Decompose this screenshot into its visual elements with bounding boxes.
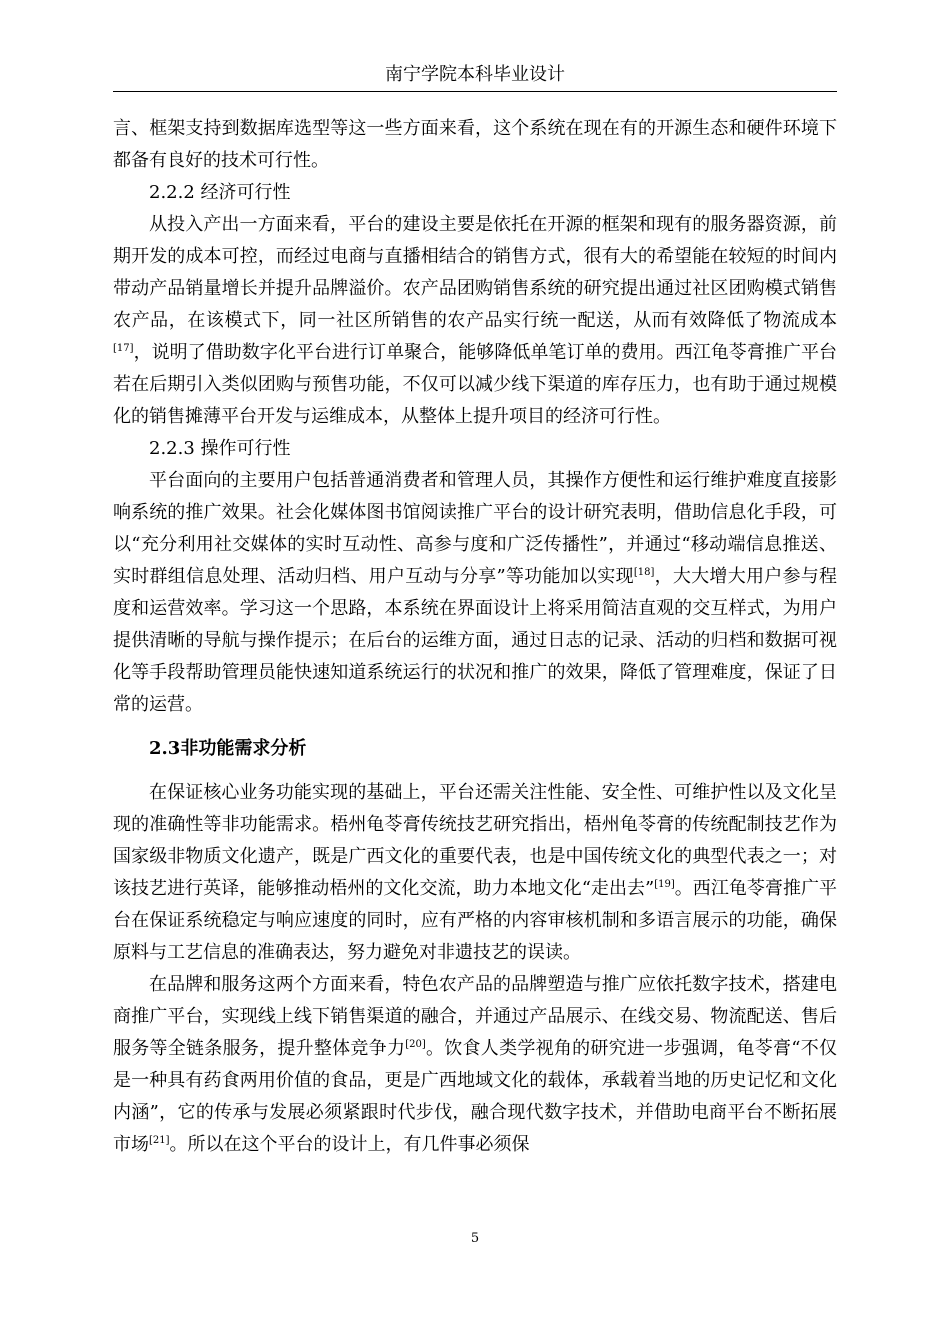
page-body	[113, 113, 837, 1161]
subsection-heading-2-2-2: 2.2.2 经济可行性	[149, 182, 291, 203]
section-heading-2-3: 2.3非功能需求分析	[149, 738, 307, 759]
paragraph-nonfunctional-requirements: 在保证核心业务功能实现的基础上，平台还需关注性能、安全性、可维护性以及文化呈现的准确性等非功能需求。梧州龟苓膏传统技艺研究指出，梧州龟苓膏的传统配制技艺作为国家级非物质文化遗产，既是广西文化的重要代表，也是中国传统文化的典型代表之一；对该技艺进行英译，能够推动梧州的文化交流，助力本地文化“走出去”[19]。西江龟苓膏推广平台在保证系统稳定与响应速度的同时，应有严格的内容审核机制和多语言展示的功能，确保原料与工艺信息的准确表达，努力避免对非遗技艺的误读。	[113, 782, 837, 963]
page-header: 南宁学院本科毕业设计	[385, 64, 565, 85]
paragraph-continued: 言、框架支持到数据库选型等这一些方面来看，这个系统在现在有的开源生态和硬件环境下都备有良好的技术可行性。	[113, 118, 837, 171]
paragraph-operational-feasibility: 平台面向的主要用户包括普通消费者和管理人员，其操作方便性和运行维护难度直接影响系统的推广效果。社会化媒体图书馆阅读推广平台的设计研究表明，借助信息化手段，可以“充分利用社交媒体的实时互动性、高参与度和广泛传播性”，并通过“移动端信息推送、实时群组信息处理、活动归档、用户互动与分享”等功能加以实现[18]，大大增大用户参与程度和运营效率。学习这一个思路，本系统在界面设计上将采用简洁直观的交互样式，为用户提供清晰的导航与操作提示；在后台的运维方面，通过日志的记录、活动的归档和数据可视化等手段帮助管理员能快速知道系统运行的状况和推广的效果，降低了管理难度，保证了日常的运营。	[113, 470, 838, 715]
subsection-heading-2-2-3: 2.2.3 操作可行性	[149, 438, 291, 459]
citation-17: [17]	[113, 343, 134, 354]
citation-20: [20]	[405, 1039, 426, 1050]
citation-19: [19]	[654, 879, 675, 890]
page-number: 5	[470, 1231, 480, 1246]
header-rule	[113, 91, 837, 92]
citation-18: [18]	[633, 567, 655, 578]
paragraph-economic-feasibility: 从投入产出一方面来看，平台的建设主要是依托在开源的框架和现有的服务器资源，前期开发的成本可控，而经过电商与直播相结合的销售方式，很有大的希望能在较短的时间内带动产品销量增长并提升品牌溢价。农产品团购销售系统的研究提出通过社区团购模式销售农产品，在该模式下，同一社区所销售的农产品实行统一配送，从而有效降低了物流成本[17]，说明了借助数字化平台进行订单聚合，能够降低单笔订单的费用。西江龟苓膏推广平台若在后期引入类似团购与预售功能，不仅可以减少线下渠道的库存压力，也有助于通过规模化的销售摊薄平台开发与运维成本，从整体上提升项目的经济可行性。	[113, 214, 837, 427]
paragraph-brand-service: 在品牌和服务这两个方面来看，特色农产品的品牌塑造与推广应依托数字技术，搭建电商推广平台，实现线上线下销售渠道的融合，并通过产品展示、在线交易、物流配送、售后服务等全链条服务，提升整体竞争力[20]。饮食人类学视角的研究进一步强调，龟苓膏“不仅是一种具有药食两用价值的食品，更是广西地域文化的载体，承载着当地的历史记忆和文化内涵”，它的传承与发展必须紧跟时代步伐，融合现代数字技术，并借助电商平台不断拓展市场[21]。所以在这个平台的设计上，有几件事必须保	[113, 974, 838, 1155]
citation-21: [21]	[149, 1135, 170, 1146]
